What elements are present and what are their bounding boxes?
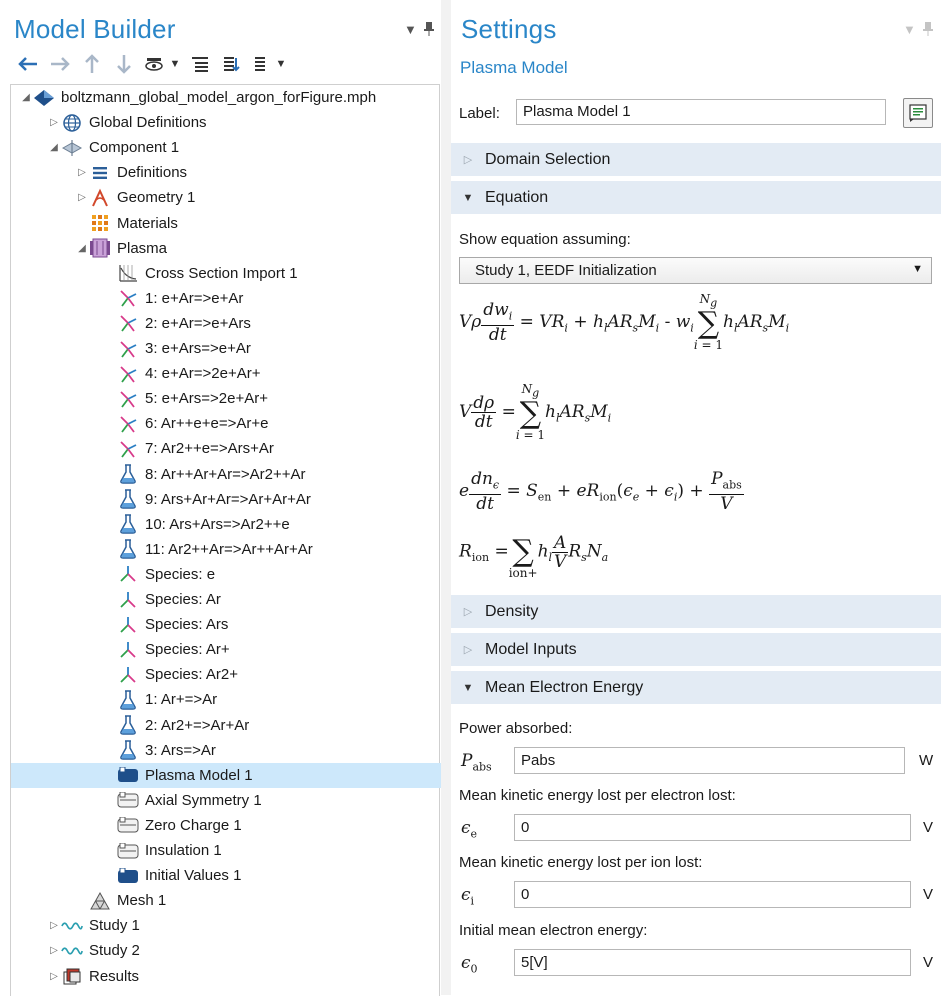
collapsed-arrow-icon: ▷ [463, 154, 473, 166]
forward-arrow-icon[interactable] [44, 53, 76, 75]
tree-item-label: 7: Ar2++e=>Ars+Ar [145, 440, 274, 458]
section-label: Domain Selection [485, 150, 611, 168]
section-label: Mean Electron Energy [485, 678, 644, 696]
ion-energy-lost-unit: V [923, 886, 934, 903]
reaction-icon [117, 339, 139, 359]
section-label: Equation [485, 188, 549, 206]
power-absorbed-input[interactable]: Pabs [514, 747, 905, 774]
tree-item[interactable] [75, 185, 195, 210]
tree-item-label: Geometry 1 [117, 189, 196, 207]
tree-item-label: 4: e+Ar=>2e+Ar+ [145, 365, 261, 383]
reaction-icon [117, 414, 139, 434]
flask-icon [117, 715, 139, 735]
definitions-icon [89, 163, 111, 183]
eye-icon[interactable]: ▼ [140, 53, 184, 75]
tree-item[interactable] [103, 487, 311, 512]
initial-energy-row [459, 949, 935, 977]
power-absorbed-caption: Power absorbed: [459, 720, 573, 737]
tree-item[interactable] [103, 462, 306, 487]
back-arrow-icon[interactable] [12, 53, 44, 75]
reaction-icon [117, 439, 139, 459]
electron-energy-lost-input[interactable]: 0 [514, 814, 911, 841]
collapsed-toggle-icon[interactable]: ▷ [50, 117, 58, 129]
panel-menu-icon[interactable]: ▼ [404, 22, 417, 37]
expanded-toggle-icon[interactable]: ◢ [78, 242, 86, 254]
equation-4: $R_{ion}$ = ∑ ion+ $h_l$ $\frac{A}{V}$ $R_sN_a$ [459, 532, 609, 580]
species-icon [117, 665, 139, 685]
tree-item-label: 3: Ars=>Ar [145, 741, 216, 759]
settings-pin-icon[interactable] [923, 22, 933, 39]
collapsed-toggle-icon[interactable]: ▷ [50, 945, 58, 957]
tree-item[interactable] [47, 964, 139, 989]
materials-icon [89, 213, 111, 233]
electron-energy-lost-caption: Mean kinetic energy lost per electron lost: [459, 787, 736, 804]
ion-energy-lost-symbol: $\epsilon_i$ [461, 885, 475, 908]
tree-item-label: Mesh 1 [117, 892, 167, 910]
flask-icon [117, 514, 139, 534]
collapse-all-icon[interactable] [216, 53, 248, 75]
power-absorbed-row [459, 747, 935, 775]
flask-icon [117, 464, 139, 484]
study-select-value: Study 1, EEDF Initialization [475, 262, 657, 279]
model-builder-panel [0, 0, 442, 995]
tree-item[interactable] [103, 788, 262, 813]
tree-item[interactable] [103, 411, 268, 436]
feature-outline-icon [117, 841, 139, 861]
expanded-toggle-icon[interactable]: ◢ [22, 92, 30, 103]
move-down-icon[interactable] [108, 53, 140, 75]
tree-item[interactable] [103, 738, 216, 763]
tree-item-label: Plasma [117, 239, 168, 257]
section-equation[interactable] [451, 181, 941, 214]
tree-item[interactable] [103, 687, 217, 712]
model-tree [10, 84, 440, 996]
tree-item-label: Plasma Model 1 [145, 766, 253, 784]
reaction-icon [117, 389, 139, 409]
expanded-arrow-icon: ▼ [462, 191, 474, 204]
feature-outline-icon [117, 815, 139, 835]
panel-divider[interactable] [441, 0, 451, 995]
label-caption: Label: [459, 105, 500, 122]
tree-item[interactable] [103, 587, 221, 612]
expanded-toggle-icon[interactable]: ◢ [50, 142, 58, 154]
tree-item[interactable] [103, 612, 228, 637]
tree-item[interactable] [103, 662, 238, 687]
model-builder-title: Model Builder [14, 14, 176, 44]
section-domain-selection[interactable] [451, 143, 941, 176]
initial-energy-symbol: $\epsilon_0$ [461, 953, 478, 976]
section-model-inputs[interactable] [451, 633, 941, 666]
tree-item-label: Definitions [117, 164, 188, 182]
tree-item-label: Species: Ar2+ [145, 666, 238, 684]
section-density[interactable] [451, 595, 941, 628]
tree-item-label: Study 1 [89, 917, 140, 935]
tree-item[interactable] [103, 361, 261, 386]
tree-item[interactable] [75, 211, 178, 236]
tree-item[interactable] [47, 135, 179, 160]
tree-item-label: Global Definitions [89, 114, 207, 132]
tree-item-label: Materials [117, 214, 178, 232]
tree-item[interactable] [47, 938, 140, 963]
tree-item[interactable] [47, 110, 207, 135]
tree-item-label: boltzmann_global_model_argon_forFigure.mph [61, 89, 377, 106]
tree-item-label: 5: e+Ars=>2e+Ar+ [145, 390, 269, 408]
tree-item-label: 1: e+Ar=>e+Ar [145, 289, 244, 307]
tree-item-label: 3: e+Ars=>e+Ar [145, 340, 251, 357]
tree-item-label: 2: e+Ar=>e+Ars [145, 314, 251, 332]
tree-item-label: Zero Charge 1 [145, 816, 242, 834]
move-up-icon[interactable] [76, 53, 108, 75]
tree-item[interactable] [103, 286, 243, 311]
power-absorbed-unit: W [919, 752, 934, 769]
tree-item-label: Cross Section Import 1 [145, 264, 298, 282]
tree-item-label: Axial Symmetry 1 [145, 791, 262, 809]
collapsed-arrow-icon: ▷ [463, 644, 473, 656]
tree-item[interactable] [103, 311, 251, 336]
tree-item-label: Species: Ars [145, 616, 229, 634]
list-options-icon[interactable]: ▼ [248, 53, 292, 75]
tree-item-label: 1: Ar+=>Ar [145, 691, 218, 709]
feature-filled-icon [117, 765, 139, 785]
settings-menu-icon[interactable]: ▼ [903, 22, 916, 37]
model-icon [33, 88, 55, 108]
note-icon [908, 103, 928, 123]
tree-item[interactable] [75, 888, 166, 913]
initial-energy-input[interactable]: 5[V] [514, 949, 911, 976]
results-icon [61, 966, 83, 986]
expanded-arrow-icon: ▼ [462, 681, 474, 694]
reaction-icon [117, 313, 139, 333]
label-row [459, 99, 939, 129]
tree-item[interactable] [103, 813, 242, 838]
equation-2: V $\frac{d\rho}{dt}$ = $N_g$ ∑ i = 1 $h_lAR_sM_i$ [459, 382, 612, 443]
ion-energy-lost-caption: Mean kinetic energy lost per ion lost: [459, 854, 703, 871]
tree-item-label: Species: e [145, 565, 216, 583]
tree-item[interactable] [103, 863, 241, 888]
electron-energy-lost-unit: V [923, 819, 934, 836]
study-select[interactable] [459, 257, 932, 284]
tree-item-label: Species: Ar+ [145, 641, 230, 659]
plasma-icon [89, 238, 111, 258]
model-builder-toolbar [12, 52, 292, 76]
ion-energy-lost-input[interactable]: 0 [514, 881, 911, 908]
tree-item[interactable] [75, 236, 167, 261]
chevron-down-icon: ▼ [912, 263, 923, 275]
settings-panel [451, 0, 947, 995]
tree-item[interactable] [103, 562, 215, 587]
tree-item[interactable] [103, 512, 290, 537]
species-icon [117, 640, 139, 660]
section-label: Model Inputs [485, 640, 577, 658]
tree-item[interactable] [103, 436, 274, 461]
tree-item-label: 10: Ars+Ars=>Ar2++e [145, 515, 290, 533]
pin-icon[interactable] [424, 22, 434, 39]
tree-item-label: 8: Ar++Ar+Ar=>Ar2++Ar [145, 465, 306, 483]
flask-icon [117, 690, 139, 710]
tree-item[interactable] [103, 637, 230, 662]
tree-item-label: Species: Ar [145, 591, 221, 608]
tree-item-label: Insulation 1 [145, 842, 222, 859]
tree-item-label: 11: Ar2++Ar=>Ar++Ar+Ar [145, 540, 313, 558]
mesh-icon [89, 891, 111, 911]
show-equation-caption: Show equation assuming: [459, 231, 631, 248]
tree-item-label: Initial Values 1 [145, 867, 242, 885]
collapsed-toggle-icon[interactable]: ▷ [50, 970, 58, 982]
tree-item-label: Study 2 [89, 942, 140, 960]
reaction-icon [117, 364, 139, 384]
ion-energy-lost-row [459, 881, 935, 909]
tree-item[interactable] [103, 261, 298, 286]
component-icon [61, 138, 83, 158]
reaction-icon [117, 288, 139, 308]
study-icon [61, 941, 83, 961]
electron-energy-lost-row [459, 814, 935, 842]
species-icon [117, 590, 139, 610]
expand-all-icon[interactable] [184, 53, 216, 75]
study-icon [61, 916, 83, 936]
settings-title: Settings [461, 14, 557, 44]
globe-icon [61, 113, 83, 133]
label-input[interactable]: Plasma Model 1 [516, 99, 886, 125]
initial-energy-unit: V [923, 954, 934, 971]
collapsed-toggle-icon[interactable]: ▷ [78, 192, 86, 204]
equation-1: Vρ $\frac{dw_i}{dt}$ = $VR_i + h_lAR_sM_i - w_i$ $N_g$ ∑ i = 1 $h_lAR_sM_i$ [459, 292, 790, 353]
flask-icon [117, 740, 139, 760]
feature-filled-icon [117, 866, 139, 886]
collapsed-toggle-icon[interactable]: ▷ [78, 167, 86, 179]
initial-energy-caption: Initial mean electron energy: [459, 922, 648, 939]
tree-item-label: 9: Ars+Ar+Ar=>Ar+Ar+Ar [145, 490, 311, 508]
tree-item[interactable] [103, 713, 249, 738]
species-icon [117, 615, 139, 635]
cross-section-icon [117, 263, 139, 283]
tree-item[interactable] [103, 838, 222, 863]
tree-item[interactable] [19, 85, 376, 110]
tree-item[interactable] [103, 386, 268, 411]
tree-item-label: Component 1 [89, 139, 180, 157]
label-options-button[interactable] [903, 98, 933, 128]
collapsed-arrow-icon: ▷ [463, 606, 473, 618]
electron-energy-lost-symbol: $\epsilon_e$ [461, 818, 478, 841]
equation-3: e $\frac{dn_\epsilon}{dt}$ = $S_{en} + eR_{ion}(\epsilon_e + \epsilon_i)$ + $\frac{P_{abs}}{V}$ [459, 469, 742, 515]
settings-subtitle: Plasma Model [460, 58, 568, 77]
power-absorbed-symbol: $P_{abs}$ [461, 751, 492, 774]
tree-item-label: 6: Ar++e+e=>Ar+e [145, 415, 269, 433]
flask-icon [117, 539, 139, 559]
tree-item-label: Results [89, 967, 140, 985]
tree-item[interactable] [103, 537, 313, 562]
tree-item-label: 2: Ar2+=>Ar+Ar [145, 716, 250, 734]
tree-item[interactable] [103, 336, 251, 361]
tree-item[interactable] [75, 160, 187, 185]
tree-item[interactable] [47, 913, 140, 938]
collapsed-toggle-icon[interactable]: ▷ [50, 920, 58, 932]
section-mean-electron-energy[interactable] [451, 671, 941, 704]
flask-icon [117, 489, 139, 509]
section-label: Density [485, 602, 539, 620]
feature-outline-icon [117, 790, 139, 810]
geometry-icon [89, 188, 111, 208]
species-icon [117, 564, 139, 584]
